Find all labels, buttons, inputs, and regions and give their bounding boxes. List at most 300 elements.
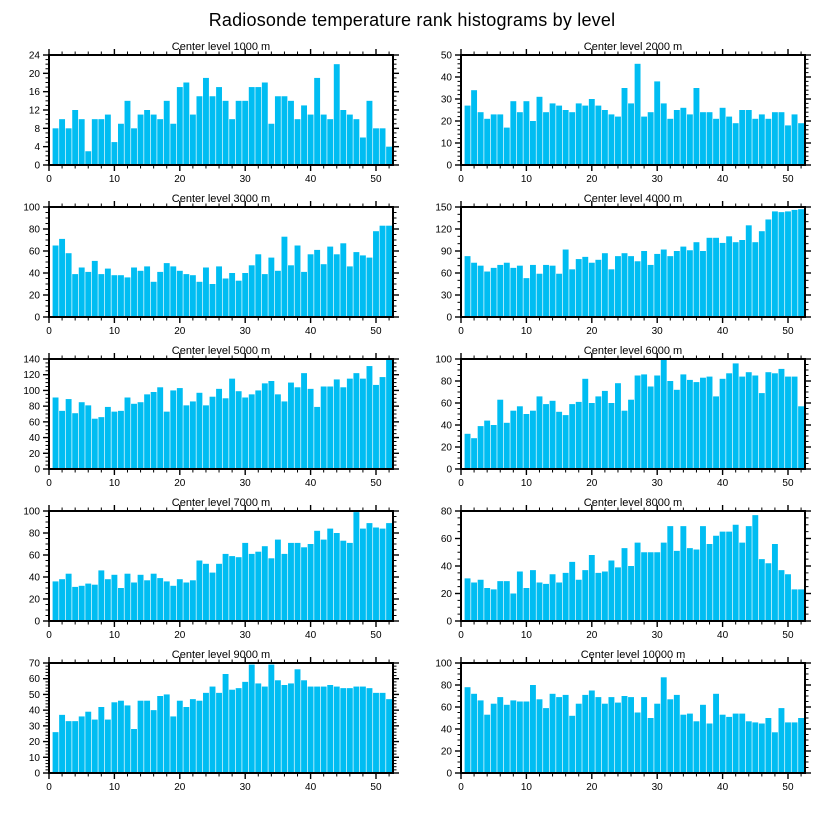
bar	[720, 379, 726, 469]
bar	[367, 688, 373, 773]
bar	[131, 128, 137, 165]
bar	[210, 284, 216, 317]
bar	[517, 702, 523, 774]
bar	[236, 557, 242, 621]
bar	[674, 551, 680, 621]
bar	[85, 151, 91, 165]
bar	[196, 561, 202, 622]
bar	[360, 529, 366, 621]
bar	[569, 716, 575, 773]
bar	[608, 561, 614, 622]
bar	[779, 112, 785, 165]
bar	[334, 687, 340, 773]
x-tick-label: 10	[108, 782, 120, 793]
chart-svg-center-level-6000-m	[412, 344, 824, 496]
bar	[465, 578, 471, 621]
bar	[327, 247, 333, 317]
bar	[203, 405, 209, 469]
y-tick-label: 16	[28, 87, 40, 99]
bar	[288, 543, 294, 621]
bar	[510, 268, 516, 317]
bar	[765, 372, 771, 469]
bar	[726, 373, 732, 469]
chart-svg-center-level-1000-m	[0, 40, 412, 192]
bar	[491, 704, 497, 773]
bar	[733, 242, 739, 317]
subplot-center-level-3000-m	[0, 192, 412, 344]
bar	[530, 265, 536, 317]
bar	[301, 272, 307, 317]
bar	[144, 580, 150, 621]
bar	[72, 110, 78, 165]
bar	[79, 716, 85, 773]
bar	[242, 273, 248, 317]
bar	[622, 696, 628, 773]
bar	[373, 528, 379, 622]
bar	[347, 688, 353, 773]
bar	[386, 226, 392, 317]
bar	[223, 674, 229, 773]
bar	[582, 379, 588, 469]
bar	[478, 112, 484, 165]
y-tick-label: 40	[28, 705, 40, 717]
y-tick-label: 40	[440, 420, 452, 432]
bar	[249, 665, 255, 773]
bar	[347, 543, 353, 621]
bar	[151, 574, 157, 621]
bar	[785, 574, 791, 621]
bar	[111, 142, 117, 165]
bar	[746, 110, 752, 165]
bar	[196, 282, 202, 317]
bar	[288, 683, 294, 773]
x-tick-label: 0	[458, 326, 464, 337]
bar	[190, 580, 196, 621]
bar	[772, 373, 778, 469]
y-tick-label: 100	[435, 354, 452, 366]
x-tick-label: 50	[782, 478, 794, 489]
y-tick-label: 10	[28, 752, 40, 764]
bar	[353, 687, 359, 773]
bar	[608, 269, 614, 317]
subplot-title: Center level 3000 m	[171, 193, 271, 205]
bar	[144, 266, 150, 317]
x-tick-label: 40	[305, 782, 317, 793]
bar	[478, 266, 484, 317]
bar	[465, 687, 471, 773]
subplot-title: Center level 9000 m	[171, 649, 271, 661]
bar	[523, 101, 529, 165]
bar	[255, 87, 261, 165]
bar	[196, 701, 202, 773]
bar	[707, 377, 713, 469]
bar	[72, 274, 78, 317]
bar	[739, 240, 745, 317]
bar	[177, 579, 183, 621]
bar	[589, 555, 595, 621]
bar	[792, 589, 798, 621]
bar	[582, 570, 588, 621]
bar	[648, 387, 654, 470]
bar	[726, 532, 732, 621]
bar	[196, 393, 202, 469]
bar	[661, 103, 667, 165]
x-tick-label: 20	[174, 478, 186, 489]
bar	[157, 696, 163, 773]
bar	[615, 567, 621, 621]
bar	[726, 717, 732, 773]
bar	[569, 404, 575, 469]
bar	[183, 83, 189, 166]
bar	[667, 381, 673, 469]
chart-svg-center-level-5000-m	[0, 344, 412, 496]
bar	[537, 699, 543, 773]
bar	[792, 210, 798, 317]
bar	[746, 526, 752, 621]
x-tick-label: 30	[239, 326, 251, 337]
bar	[602, 110, 608, 165]
bar	[85, 272, 91, 317]
bar	[190, 401, 196, 469]
y-tick-label: 0	[446, 768, 452, 780]
bar	[537, 583, 543, 622]
bar	[223, 279, 229, 318]
bar	[759, 724, 765, 774]
bar	[798, 123, 804, 165]
bar	[779, 369, 785, 469]
bar	[556, 697, 562, 773]
chart-svg-center-level-9000-m	[0, 648, 412, 800]
bar	[203, 268, 209, 318]
bar	[537, 396, 543, 469]
bar	[236, 101, 242, 165]
bar	[105, 407, 111, 469]
bar	[504, 128, 510, 165]
bar	[792, 114, 798, 165]
bar	[733, 363, 739, 469]
bar	[131, 583, 137, 622]
bar	[759, 231, 765, 317]
bar	[628, 697, 634, 773]
bar	[281, 554, 287, 621]
x-tick-label: 20	[586, 478, 598, 489]
bar	[340, 110, 346, 165]
bar	[255, 683, 261, 773]
bar	[203, 78, 209, 165]
bar	[543, 584, 549, 621]
bar	[687, 250, 693, 317]
bar	[125, 705, 131, 773]
x-tick-label: 30	[651, 782, 663, 793]
bar	[380, 693, 386, 773]
bar	[216, 693, 222, 773]
bar	[569, 269, 575, 317]
x-tick-label: 0	[458, 478, 464, 489]
bar	[497, 697, 503, 773]
x-tick-label: 10	[520, 326, 532, 337]
bar	[648, 265, 654, 317]
y-tick-label: 40	[28, 572, 40, 584]
subplot-title: Center level 1000 m	[171, 41, 271, 53]
y-tick-label: 0	[446, 312, 452, 324]
y-tick-label: 20	[440, 746, 452, 758]
bar	[301, 680, 307, 773]
bar	[164, 694, 170, 773]
y-tick-label: 40	[440, 724, 452, 736]
bar	[471, 438, 477, 469]
bar	[674, 251, 680, 317]
x-tick-label: 0	[46, 478, 52, 489]
bar	[746, 372, 752, 469]
bar	[334, 533, 340, 621]
bar	[386, 699, 392, 773]
bar	[543, 265, 549, 317]
bar	[314, 531, 320, 621]
y-tick-label: 0	[34, 768, 40, 780]
bar	[654, 81, 660, 165]
subplot-title: Center level 8000 m	[583, 497, 683, 509]
bar	[229, 379, 235, 469]
bar	[255, 390, 261, 469]
bar	[151, 282, 157, 317]
bar	[98, 417, 104, 469]
bar	[608, 114, 614, 165]
bar	[497, 265, 503, 317]
bar	[661, 543, 667, 621]
bar	[648, 552, 654, 621]
y-tick-label: 60	[28, 550, 40, 562]
bar	[733, 123, 739, 165]
x-tick-label: 50	[370, 174, 382, 185]
subplot-center-level-1000-m	[0, 40, 412, 192]
bar	[229, 556, 235, 621]
bar	[556, 412, 562, 469]
bar	[510, 411, 516, 469]
bar	[543, 112, 549, 165]
bar	[85, 712, 91, 773]
bar	[210, 397, 216, 469]
bar	[654, 254, 660, 317]
bar	[700, 705, 706, 773]
x-tick-label: 50	[370, 782, 382, 793]
bar	[595, 106, 601, 165]
y-tick-label: 30	[440, 94, 452, 106]
bar	[301, 547, 307, 621]
bar	[792, 722, 798, 773]
subplot-title: Center level 5000 m	[171, 345, 271, 357]
bar	[746, 721, 752, 773]
bar	[268, 558, 274, 621]
bar	[523, 278, 529, 317]
bar	[752, 722, 758, 773]
bar	[595, 396, 601, 469]
bar	[635, 261, 641, 317]
bar	[308, 115, 314, 165]
x-tick-label: 40	[305, 630, 317, 641]
bar	[772, 732, 778, 773]
bar	[301, 105, 307, 165]
bar	[556, 274, 562, 317]
bar	[772, 544, 778, 621]
bar	[465, 434, 471, 469]
bar	[262, 687, 268, 773]
bar	[622, 548, 628, 621]
bar	[210, 96, 216, 165]
y-tick-label: 20	[440, 116, 452, 128]
bar	[386, 523, 392, 621]
bar	[667, 699, 673, 773]
bar	[720, 715, 726, 773]
bar	[157, 578, 163, 621]
bar	[367, 523, 373, 621]
x-tick-label: 30	[239, 630, 251, 641]
bar	[275, 680, 281, 773]
bar	[360, 379, 366, 469]
x-tick-label: 10	[520, 478, 532, 489]
bar	[138, 115, 144, 165]
bar	[792, 377, 798, 469]
bar	[79, 119, 85, 165]
bar	[314, 250, 320, 317]
bar	[674, 390, 680, 469]
bar	[471, 90, 477, 165]
bar	[223, 554, 229, 621]
subplot-center-level-4000-m	[412, 192, 824, 344]
y-tick-label: 60	[440, 702, 452, 714]
y-tick-label: 100	[23, 506, 40, 518]
bar	[66, 399, 72, 469]
x-tick-label: 40	[717, 630, 729, 641]
bar	[693, 242, 699, 317]
bar	[693, 550, 699, 622]
x-tick-label: 50	[782, 630, 794, 641]
bar	[111, 702, 117, 773]
bar	[517, 266, 523, 317]
y-tick-label: 60	[440, 398, 452, 410]
bar	[321, 687, 327, 773]
bar	[353, 373, 359, 469]
bar	[746, 225, 752, 317]
bar	[321, 264, 327, 317]
bar	[674, 110, 680, 165]
bar	[131, 268, 137, 318]
bar	[301, 373, 307, 469]
bar	[687, 380, 693, 469]
bar	[85, 584, 91, 621]
bar	[563, 415, 569, 469]
bar	[484, 421, 490, 469]
bar	[661, 677, 667, 773]
subplot-title: Center level 2000 m	[583, 41, 683, 53]
y-tick-label: 30	[440, 290, 452, 302]
y-tick-label: 20	[28, 594, 40, 606]
bar	[713, 119, 719, 165]
bar	[595, 260, 601, 317]
x-tick-label: 30	[651, 478, 663, 489]
bar	[491, 268, 497, 317]
bar	[654, 552, 660, 621]
bar	[66, 253, 72, 317]
bar	[275, 96, 281, 165]
bar	[138, 701, 144, 773]
bar	[680, 374, 686, 469]
bar	[386, 147, 392, 165]
bar	[628, 103, 634, 165]
bar	[177, 271, 183, 317]
bar	[713, 694, 719, 773]
bar	[484, 588, 490, 621]
bar	[615, 117, 621, 165]
bar	[484, 119, 490, 165]
bar	[589, 99, 595, 165]
bar	[785, 722, 791, 773]
bar	[216, 87, 222, 165]
bar	[125, 574, 131, 621]
bar	[118, 275, 124, 317]
bar	[380, 529, 386, 621]
bar	[223, 398, 229, 469]
x-tick-label: 0	[458, 630, 464, 641]
bar	[589, 691, 595, 774]
bar	[602, 391, 608, 469]
x-tick-label: 50	[370, 326, 382, 337]
bar	[595, 573, 601, 621]
bar	[72, 721, 78, 773]
bar	[504, 581, 510, 621]
bar	[497, 581, 503, 621]
y-tick-label: 80	[440, 680, 452, 692]
bar	[353, 512, 359, 621]
bar	[765, 563, 771, 621]
y-tick-label: 20	[28, 737, 40, 749]
bar	[170, 716, 176, 773]
chart-svg-center-level-2000-m	[412, 40, 824, 192]
bar	[589, 263, 595, 317]
bar	[255, 552, 261, 621]
bar	[66, 574, 72, 621]
bar	[517, 112, 523, 165]
bar	[510, 101, 516, 165]
bar	[262, 546, 268, 621]
bar	[648, 112, 654, 165]
x-tick-label: 20	[174, 782, 186, 793]
bar	[314, 687, 320, 773]
bar	[523, 702, 529, 774]
bar	[713, 536, 719, 621]
subplot-title: Center level 4000 m	[583, 193, 683, 205]
subplot-title: Center level 6000 m	[583, 345, 683, 357]
bar	[726, 236, 732, 317]
bar	[785, 125, 791, 165]
charts-grid	[0, 40, 824, 800]
bar	[530, 411, 536, 469]
bar	[576, 580, 582, 621]
bar	[465, 256, 471, 317]
y-tick-label: 100	[435, 658, 452, 670]
bar	[275, 271, 281, 317]
bar	[576, 402, 582, 469]
bar	[615, 703, 621, 773]
bar	[170, 266, 176, 317]
y-tick-label: 20	[28, 448, 40, 460]
bar	[739, 543, 745, 621]
bar	[713, 238, 719, 317]
bar	[288, 101, 294, 165]
bar	[667, 119, 673, 165]
y-tick-label: 120	[23, 370, 40, 382]
x-tick-label: 0	[458, 782, 464, 793]
bar	[164, 101, 170, 165]
